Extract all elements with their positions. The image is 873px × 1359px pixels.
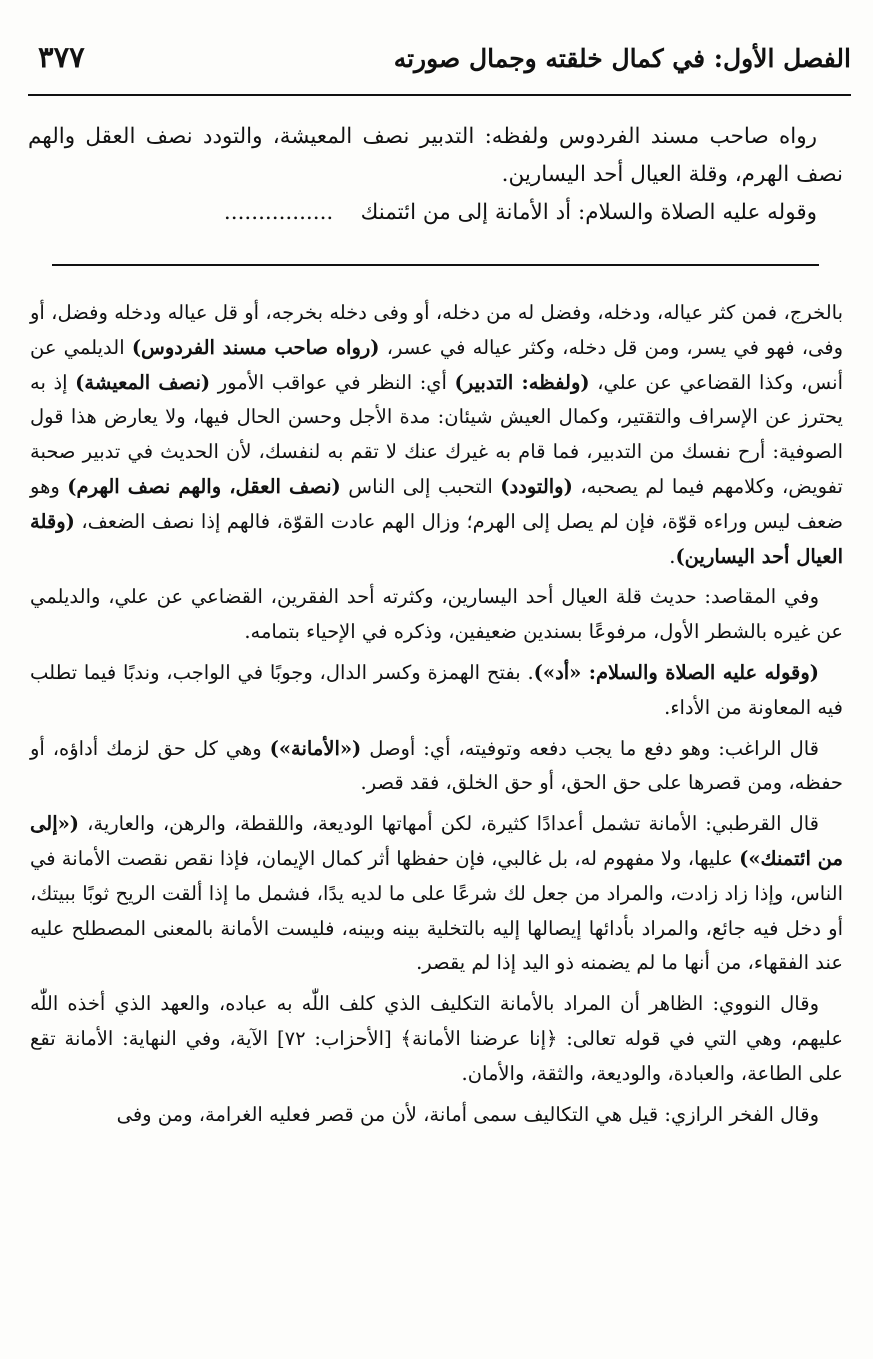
quoted-matn: (رواه صاحب مسند الفردوس) — [131, 335, 380, 359]
matn-text-block — [28, 118, 843, 232]
commentary-text: بالخرج، فمن كثر عياله، ودخله، وفضل له من دخله، أو وفى دخله بخرجه، أو قل عياله ودخله وفضل، أو وفى، فهو في يسر، ومن قل دخله، وكثر عياله في عسر، — [30, 301, 843, 359]
commentary-paragraph-7: وقال الفخر الرازي: قيل هي التكاليف سمى أمانة، لأن من قصر فعليه الغرامة، ومن وفى — [116, 1102, 819, 1126]
quoted-matn: («إلى من ائتمنك») — [30, 812, 843, 870]
commentary-text: إذ به يحترز عن الإسراف والتقتير، وكمال العيش شيئان: مدة الأجل وحسن الحال فيها، ولا يعارض هذا قول الصوفية: أرح نفسك من التدبير، فما قام به غيرك عنك لا تقم به لنفسك، لأن الحديث في تدبير صحبة تفويض، وكلامهم فيما لم يصحبه، — [30, 370, 843, 498]
commentary-text-block — [30, 296, 843, 1138]
commentary-text: أي: النظر في عواقب الأمور — [210, 370, 455, 394]
commentary-text: وهو ضعف ليس وراءه قوّة، فإن لم يصل إلى الهرم؛ وزال الهم عادت القوّة، فالهم إذا نصف الضعف، — [30, 474, 843, 533]
quoted-matn: (نصف العقل، والهم نصف الهرم) — [67, 474, 341, 498]
commentary-text: الديلمي عن أنس، وكذا القضاعي عن علي، — [30, 335, 843, 394]
commentary-text: وهي كل حق لزمك أداؤه، أو حفظه، ومن قصرها على حق الحق، أو حق الخلق، فقد قصر. — [30, 736, 843, 795]
quoted-matn: (ولفظه: التدبير) — [454, 370, 590, 394]
commentary-paragraph-5 — [30, 807, 843, 981]
commentary-text: . بفتح الهمزة وكسر الدال، وجوبًا في الواجب، وندبًا فيما تطلب فيه المعاونة من الأداء. — [30, 660, 843, 719]
commentary-paragraph-3 — [30, 656, 843, 726]
commentary-paragraph-4 — [30, 732, 843, 802]
quoted-matn: (نصف المعيشة) — [75, 370, 211, 394]
matn-hadith-text: وقوله عليه الصلاة والسلام: أد الأمانة إلى من ائتمنك — [360, 200, 817, 225]
header-rule — [28, 94, 851, 96]
commentary-paragraph-6: وقال النووي: الظاهر أن المراد بالأمانة التكليف الذي كلف اللّٰه به عباده، والعهد الذي أخذه اللّٰه عليهم، وهي التي في قوله تعالى: ﴿إنا عرضنا الأمانة﴾ [الأحزاب: ٧٢] الآية، وفي النهاية: الأمانة تقع على الطاعة، والعبادة، والوديعة، والثقة، والأمان. — [30, 992, 843, 1085]
matn-paragraph-hadith — [28, 194, 843, 232]
commentary-text: قال القرطبي: الأمانة تشمل أعدادًا كثيرة، لكن أمهاتها الوديعة، واللقطة، والرهن، والعارية، — [79, 812, 819, 836]
running-header — [24, 38, 851, 93]
chapter-title: الفصل الأول: في كمال خلقته وجمال صورته — [393, 44, 851, 73]
commentary-text: عليها، ولا مفهوم له، بل غالبي، فإن حفظها أثر كمال الإيمان، فإذا نقص نقصت الأمانة في الناس، وإذا زاد زادت، والمراد من جعل لك شرعًا على ما لديه يدًا، فشمل ما إذا ألقت الريح ثوبًا ببيتك، أو دخل فيه جائع، والمراد بأدائها إيصالها إليه بالتخلية بينه وبينه، فليست الأمانة بالمعنى المصطلح عليه عند الفقهاء، من أنها ما لم يضمنه ذو اليد إذا لم يقصر. — [30, 846, 843, 975]
commentary-text: . — [669, 544, 676, 568]
commentary-text: قال الراغب: وهو دفع ما يجب دفعه وتوفيته، أي: أوصل — [361, 736, 819, 760]
quoted-matn: («الأمانة») — [269, 736, 362, 760]
commentary-paragraph-1 — [30, 296, 843, 574]
matn-paragraph: رواه صاحب مسند الفردوس ولفظه: التدبير نصف المعيشة، والتودد نصف العقل والهم نصف الهرم، وقلة العيال أحد اليسارين. — [28, 124, 843, 187]
commentary-text: التحبب إلى الناس — [340, 474, 501, 498]
commentary-paragraph-2: وفي المقاصد: حديث قلة العيال أحد اليسارين، وكثرته أحد الفقرين، القضاعي عن علي، والديلمي عن غيره بالشطر الأول، مرفوعًا بسندين ضعيفين، وذكره في الإحياء بتمامه. — [30, 585, 843, 644]
quoted-matn: (والتودد) — [500, 474, 573, 498]
matn-ellipsis: ................ — [223, 200, 334, 225]
quoted-matn: (وقلة العيال أحد اليسارين) — [30, 509, 843, 568]
quoted-matn: (وقوله عليه الصلاة والسلام: «أد») — [533, 660, 819, 684]
matn-separator-rule — [52, 264, 819, 266]
page-number: ٣٧٧ — [38, 40, 85, 74]
